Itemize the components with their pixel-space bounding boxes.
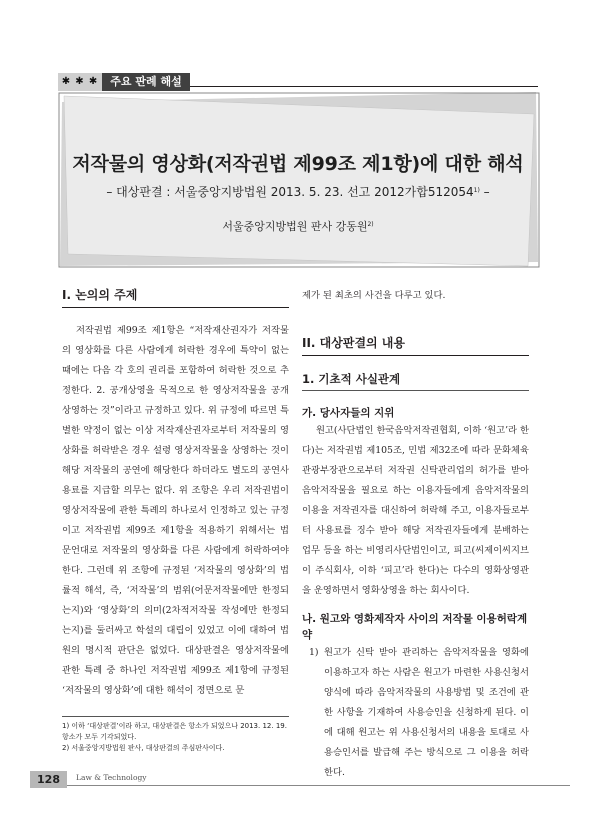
author-text: 서울중앙지방법원 판사 강동원 (222, 220, 368, 233)
footnote-2: 2) 서울중앙지방법원 판사, 대상판결의 주심판사이다. (62, 744, 225, 752)
section-heading-1: I. 논의의 주제 (62, 286, 289, 308)
numbered-item-1 (302, 643, 529, 783)
left-column (62, 286, 289, 701)
title-frame-mid-sheet (64, 96, 534, 266)
article-subtitle (58, 183, 538, 200)
subsubsection-heading-na: 나. 원고와 영화제작자 사이의 저작물 이용허락계약 (302, 613, 528, 641)
footnote-ref-2: 2) (367, 221, 374, 228)
footnote-ref-1: 1) (473, 187, 480, 194)
footer-rule (67, 785, 570, 786)
item-text: 원고가 신탁 받아 관리하는 음악저작물을 영화에 이용하고자 하는 사람은 원고가 마련한 사용신청서 양식에 따라 음악저작물의 사용방법 및 조건에 관한 사항을 기재하여 사용승인을 신청하게 된다. 이에 대해 원고는 위 사용신청서의 내용을 토대로 사용승인서를 발급해 주는 방식으로 그 이용을 허락한다. (324, 647, 529, 778)
subtitle-text: – 대상판결 : 서울중앙지방법원 2013. 5. 23. 선고 2012가합512054 (106, 185, 474, 199)
section-label: 주요 판례 해설 (102, 73, 190, 91)
title-frame-graphic (58, 92, 540, 268)
footnotes (62, 716, 289, 754)
star-icons: ✱ ✱ ✱ (58, 73, 102, 91)
right-column (302, 286, 529, 783)
page-number: 128 (30, 771, 67, 788)
intro-paragraph: 저작권법 제99조 제1항은 “저작재산권자가 저작물의 영상화를 다른 사람에게 허락한 경우에 특약이 없는 때에는 다음 각 호의 권리를 포함하여 허락한 것으로 추정한다. 2. 공개상영을 목적으로 한 영상저작물을 공개상영하는 것”이라고 규정하고 있다. 위 규정에 따르면 특별한 약정이 없는 이상 저작재산권자로부터 저작물의 영상화를 허락받은 경우 설령 영상저작물을 상영하는 것이 해당 저작물의 공연에 해당한다 하더라도 별도의 공연사용료를 지급할 의무는 없다. 위 조항은 우리 저작권법이 영상저작물에 관한 특례의 하나로서 인정하고 있는 규정이고 저작권법 제99조 제1항을 적용하기 위해서는 법 문언대로 저작물의 영상화를 다른 사람에게 허락하여야 한다. 그런데 위 조항에 규정된 ‘저작물의 영상화’의 법률적 해석, 즉, ‘저작물’의 범위(어문저작물에만 한정되는지)와 ‘영상화’의 의미(2차적저작물 작성에만 한정되는지)를 둘러싸고 학설의 대립이 있었고 이에 대하여 법원의 명시적 판단은 없었다. 대상판결은 영상저작물에 관한 특례 중 하나인 저작권법 제99조 제1항에 규정된 ‘저작물의 영상화’에 대한 해석이 정면으로 문 (62, 325, 289, 696)
journal-name: Law & Technology (76, 773, 147, 782)
subsection-heading-1: 1. 기초적 사실관계 (302, 371, 529, 391)
page-footer (30, 771, 570, 791)
subtitle-end: – (479, 185, 490, 199)
section-header-bar (58, 73, 538, 91)
parties-paragraph: 원고(사단법인 한국음악저작권협회, 이하 ‘원고’라 한다)는 저작권법 제105조, 민법 제32조에 따라 문화체육관광부장관으로부터 저작권 신탁관리업의 허가를 받아 음악저작물을 필요로 하는 이용자들에게 음악저작물의 이용을 저작권자를 대신하여 허락해 주고, 이용자들로부터 사용료를 징수 받아 해당 저작권자들에게 분배하는 업무 등을 하는 비영리사단법인이고, 피고(씨제이씨지브이 주식회사, 이하 ‘피고’라 한다)는 다수의 영화상영관을 운영하면서 영화상영을 하는 회사이다. (302, 425, 529, 596)
item-number: 1) (309, 647, 319, 658)
subsubsection-heading-ga: 가. 당사자들의 지위 (302, 407, 395, 419)
section-heading-2: II. 대상판결의 내용 (302, 334, 529, 356)
header-rule (190, 86, 538, 87)
continued-paragraph: 제가 된 최초의 사건을 다루고 있다. (302, 290, 446, 301)
article-title: 저작물의 영상화(저작권법 제99조 제1항)에 대한 해석 (72, 153, 524, 175)
article-author (58, 218, 538, 234)
footnote-1: 1) 이하 ‘대상판결’이라 하고, 대상판결은 항소가 되었으나 2013. 12. 19. 항소가 모두 기각되었다. (62, 722, 287, 741)
